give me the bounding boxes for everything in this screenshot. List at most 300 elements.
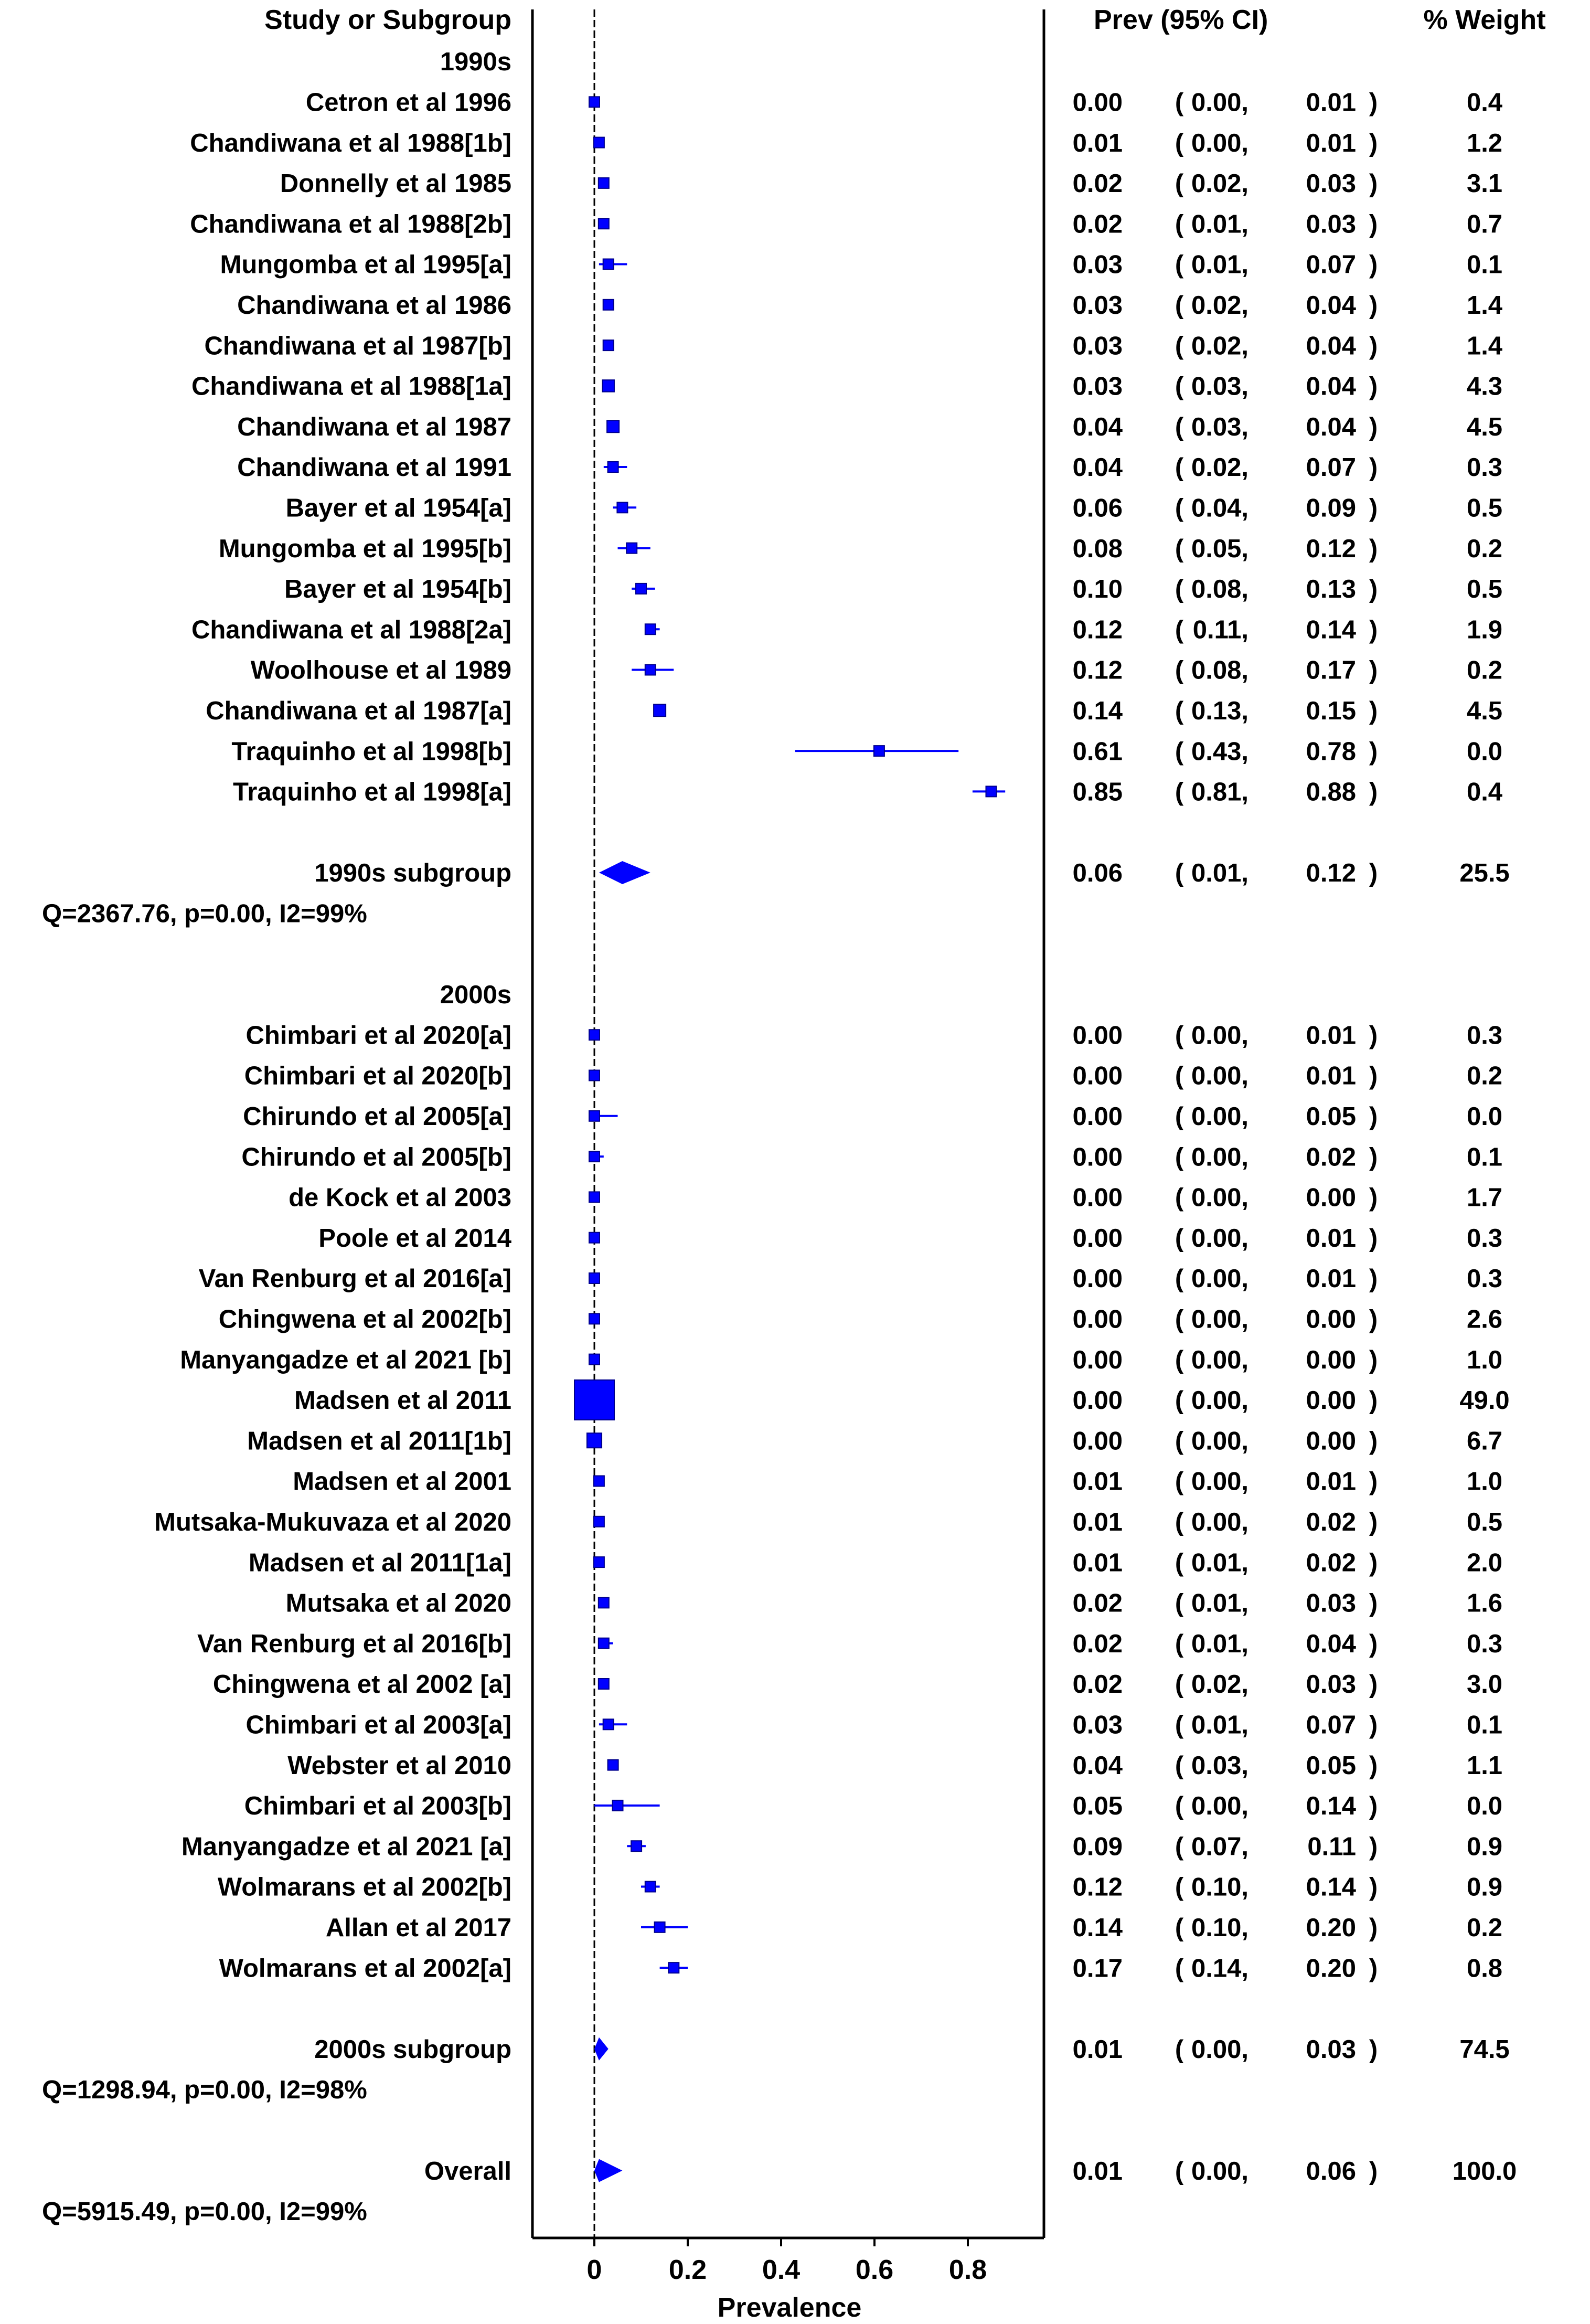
weight-value: 0.2 [1466, 534, 1503, 563]
weight-value: 0.9 [1466, 1832, 1503, 1861]
ci-open-paren: ( [1175, 2157, 1184, 2185]
study-label: Madsen et al 2011[1a] [248, 1548, 511, 1577]
prev-estimate: 0.61 [1072, 737, 1123, 766]
ci-open-paren: ( [1175, 1832, 1184, 1861]
ci-lower: 0.02, [1191, 332, 1248, 360]
ci-close-paren: ) [1369, 1751, 1378, 1780]
study-row [237, 413, 1502, 441]
ci-upper: 0.20 [1306, 1954, 1356, 1983]
weight-value: 1.2 [1466, 129, 1503, 157]
stat-row [42, 2198, 367, 2226]
ci-lower: 0.00, [1191, 1224, 1248, 1253]
prev-estimate: 0.01 [1072, 2157, 1123, 2185]
ci-upper: 0.07 [1306, 453, 1356, 482]
point-estimate-square [599, 1638, 609, 1649]
prev-estimate: 0.03 [1072, 1711, 1123, 1739]
prev-estimate: 0.06 [1072, 494, 1123, 523]
ci-open-paren: ( [1175, 616, 1184, 644]
ci-upper: 0.11 [1307, 1832, 1356, 1861]
x-tick-label: 0.2 [668, 2255, 707, 2285]
prev-estimate: 0.00 [1072, 1183, 1123, 1212]
ci-lower: 0.00, [1191, 2035, 1248, 2064]
prev-estimate: 0.02 [1072, 210, 1123, 239]
weight-value: 2.0 [1466, 1548, 1503, 1577]
prev-estimate: 0.02 [1072, 1670, 1123, 1699]
study-row [289, 1184, 1502, 1212]
ci-close-paren: ) [1369, 372, 1378, 401]
ci-upper: 0.02 [1306, 1143, 1356, 1172]
ci-open-paren: ( [1175, 129, 1184, 157]
study-row [293, 1468, 1502, 1496]
study-label: Mutsaka-Mukuvaza et al 2020 [154, 1508, 511, 1536]
study-label: Chandiwana et al 1988[2b] [190, 210, 511, 239]
study-label: Mutsaka et al 2020 [285, 1589, 511, 1618]
header-percent-weight: % Weight [1423, 5, 1546, 35]
study-row [247, 1427, 1502, 1455]
ci-lower: 0.02, [1191, 169, 1248, 198]
weight-value: 0.0 [1466, 1102, 1503, 1131]
point-estimate-square [986, 786, 997, 797]
ci-upper: 0.01 [1306, 1021, 1356, 1050]
weight-value: 4.5 [1466, 696, 1503, 725]
prev-estimate: 0.00 [1072, 1386, 1123, 1415]
point-estimate-square [599, 1679, 609, 1689]
pooled-diamond [594, 2159, 622, 2182]
ci-upper: 0.04 [1306, 412, 1356, 441]
study-row [246, 1021, 1502, 1049]
point-estimate-square [589, 97, 600, 107]
weight-value: 0.3 [1466, 453, 1503, 482]
point-estimate-square [599, 1597, 609, 1608]
ci-upper: 0.00 [1306, 1183, 1356, 1212]
weight-value: 3.1 [1466, 169, 1503, 198]
ci-upper: 0.04 [1306, 1629, 1356, 1658]
prev-estimate: 0.02 [1072, 169, 1123, 198]
weight-value: 0.3 [1466, 1021, 1503, 1050]
study-label: Chimbari et al 2003[b] [244, 1792, 511, 1821]
ci-open-paren: ( [1175, 575, 1184, 604]
study-row [294, 1380, 1510, 1420]
ci-open-paren: ( [1175, 2035, 1184, 2064]
ci-upper: 0.03 [1306, 1670, 1356, 1699]
prev-estimate: 0.00 [1072, 1021, 1123, 1050]
ci-open-paren: ( [1175, 210, 1184, 239]
ci-close-paren: ) [1369, 1508, 1378, 1536]
ci-close-paren: ) [1369, 453, 1378, 482]
weight-value: 0.3 [1466, 1224, 1503, 1253]
ci-close-paren: ) [1369, 291, 1378, 320]
ci-lower: 0.02, [1191, 1670, 1248, 1699]
ci-upper: 0.03 [1306, 169, 1356, 198]
ci-close-paren: ) [1369, 737, 1378, 766]
ci-open-paren: ( [1175, 1143, 1184, 1172]
group-row [440, 981, 511, 1009]
ci-open-paren: ( [1175, 1508, 1184, 1536]
ci-close-paren: ) [1369, 1629, 1378, 1658]
weight-value: 74.5 [1459, 2035, 1510, 2064]
ci-close-paren: ) [1369, 210, 1378, 239]
ci-upper: 0.01 [1306, 1467, 1356, 1496]
weight-value: 0.2 [1466, 1062, 1503, 1090]
weight-value: 0.1 [1466, 1711, 1503, 1739]
weight-value: 0.5 [1466, 575, 1503, 604]
ci-lower: 0.00, [1191, 1183, 1248, 1212]
ci-close-paren: ) [1369, 1913, 1378, 1942]
point-estimate-square [594, 1557, 604, 1567]
ci-lower: 0.04, [1191, 494, 1248, 523]
ci-lower: 0.05, [1191, 534, 1248, 563]
ci-open-paren: ( [1175, 1224, 1184, 1253]
point-estimate-square [654, 704, 666, 716]
ci-open-paren: ( [1175, 1265, 1184, 1293]
ci-lower: 0.00, [1191, 1427, 1248, 1456]
ci-lower: 0.00, [1191, 1265, 1248, 1293]
weight-value: 0.2 [1466, 1913, 1503, 1942]
prev-estimate: 0.06 [1072, 859, 1123, 888]
weight-value: 0.4 [1466, 778, 1503, 806]
stat-row [42, 2076, 367, 2104]
ci-close-paren: ) [1369, 1954, 1378, 1983]
study-label: Wolmarans et al 2002[a] [219, 1954, 511, 1983]
point-estimate-square [594, 1476, 604, 1487]
ci-upper: 0.20 [1306, 1913, 1356, 1942]
prev-estimate: 0.03 [1072, 291, 1123, 320]
weight-value: 1.1 [1466, 1751, 1503, 1780]
study-label: Chandiwana et al 1987[b] [204, 332, 511, 360]
ci-close-paren: ) [1369, 412, 1378, 441]
ci-close-paren: ) [1369, 575, 1378, 604]
ci-close-paren: ) [1369, 1548, 1378, 1577]
point-estimate-square [603, 340, 614, 351]
point-estimate-square [589, 1192, 600, 1202]
study-row [191, 616, 1502, 644]
ci-upper: 0.01 [1306, 1224, 1356, 1253]
point-estimate-square [602, 380, 614, 392]
ci-close-paren: ) [1369, 534, 1378, 563]
prev-estimate: 0.00 [1072, 1143, 1123, 1172]
point-estimate-square [617, 502, 627, 513]
study-row [241, 1143, 1502, 1171]
weight-value: 0.1 [1466, 250, 1503, 279]
study-label: Poole et al 2014 [318, 1224, 511, 1253]
study-row [154, 1508, 1502, 1536]
ci-open-paren: ( [1175, 1427, 1184, 1456]
prev-estimate: 0.00 [1072, 88, 1123, 117]
weight-value: 0.8 [1466, 1954, 1503, 1983]
weight-value: 0.3 [1466, 1265, 1503, 1293]
weight-value: 1.9 [1466, 616, 1503, 644]
ci-open-paren: ( [1175, 250, 1184, 279]
study-label: Chingwena et al 2002 [a] [212, 1670, 511, 1699]
weight-value: 1.0 [1466, 1467, 1503, 1496]
study-row [237, 291, 1502, 320]
group-row [440, 48, 511, 76]
ci-upper: 0.12 [1306, 534, 1356, 563]
ci-lower: 0.00, [1191, 1386, 1248, 1415]
prev-estimate: 0.14 [1072, 1913, 1123, 1942]
point-estimate-square [626, 543, 637, 554]
study-row [233, 778, 1502, 806]
weight-value: 4.3 [1466, 372, 1503, 401]
forest-rows [42, 48, 1517, 2226]
stat-row [42, 899, 367, 928]
ci-upper: 0.01 [1306, 1265, 1356, 1293]
ci-lower: 0.10, [1191, 1913, 1248, 1942]
study-row [231, 737, 1502, 766]
ci-upper: 0.04 [1306, 372, 1356, 401]
ci-close-paren: ) [1369, 1832, 1378, 1861]
point-estimate-square [599, 218, 609, 229]
point-estimate-square [655, 1922, 665, 1933]
prev-estimate: 0.08 [1072, 534, 1123, 563]
header-study-or-subgroup: Study or Subgroup [264, 5, 511, 35]
point-estimate-square [589, 1233, 600, 1243]
ci-close-paren: ) [1369, 1265, 1378, 1293]
prev-estimate: 0.14 [1072, 696, 1123, 725]
study-label: Chandiwana et al 1991 [237, 453, 511, 482]
study-label: Bayer et al 1954[a] [285, 494, 511, 523]
weight-value: 0.3 [1466, 1629, 1503, 1658]
ci-open-paren: ( [1175, 859, 1184, 888]
group-label: 2000s [440, 981, 511, 1010]
ci-upper: 0.17 [1306, 656, 1356, 685]
ci-open-paren: ( [1175, 372, 1184, 401]
weight-value: 25.5 [1459, 859, 1510, 888]
ci-open-paren: ( [1175, 1548, 1184, 1577]
ci-upper: 0.15 [1306, 696, 1356, 725]
weight-value: 1.6 [1466, 1589, 1503, 1618]
ci-upper: 0.12 [1306, 859, 1356, 888]
prev-estimate: 0.12 [1072, 656, 1123, 685]
prev-estimate: 0.00 [1072, 1345, 1123, 1374]
point-estimate-square [874, 746, 884, 756]
point-estimate-square [645, 624, 656, 634]
ci-open-paren: ( [1175, 737, 1184, 766]
ci-lower: 0.01, [1191, 250, 1248, 279]
study-row [182, 1832, 1502, 1861]
ci-close-paren: ) [1369, 656, 1378, 685]
prev-estimate: 0.02 [1072, 1629, 1123, 1658]
ci-lower: 0.00, [1191, 88, 1248, 117]
ci-close-paren: ) [1369, 1183, 1378, 1212]
header-prev-ci: Prev (95% CI) [1094, 5, 1268, 35]
ci-close-paren: ) [1369, 778, 1378, 806]
ci-lower: 0.00, [1191, 129, 1248, 157]
study-row [280, 169, 1502, 198]
ci-lower: 0.03, [1191, 412, 1248, 441]
prev-estimate: 0.04 [1072, 412, 1123, 441]
ci-lower: 0.01, [1191, 1548, 1248, 1577]
ci-upper: 0.14 [1306, 1873, 1356, 1902]
point-estimate-square [645, 1882, 656, 1892]
pooled-row [314, 2035, 1509, 2064]
study-label: Bayer et al 1954[b] [284, 575, 511, 604]
ci-open-paren: ( [1175, 169, 1184, 198]
ci-lower: 0.00, [1191, 1102, 1248, 1131]
weight-value: 0.9 [1466, 1873, 1503, 1902]
study-label: Van Renburg et al 2016[a] [198, 1265, 511, 1293]
prev-estimate: 0.01 [1072, 129, 1123, 157]
ci-open-paren: ( [1175, 656, 1184, 685]
ci-close-paren: ) [1369, 1467, 1378, 1496]
ci-close-paren: ) [1369, 1102, 1378, 1131]
ci-lower: 0.13, [1191, 696, 1248, 725]
study-row [180, 1346, 1502, 1374]
ci-lower: 0.01, [1191, 1629, 1248, 1658]
study-row [205, 332, 1503, 360]
ci-close-paren: ) [1369, 250, 1378, 279]
ci-lower: 0.00, [1191, 1021, 1248, 1050]
weight-value: 0.5 [1466, 494, 1503, 523]
point-estimate-square [574, 1380, 614, 1420]
prev-estimate: 0.00 [1072, 1265, 1123, 1293]
prev-estimate: 0.00 [1072, 1102, 1123, 1131]
point-estimate-square [599, 178, 609, 188]
study-row [218, 1873, 1502, 1902]
ci-open-paren: ( [1175, 696, 1184, 725]
column-headers [264, 5, 1545, 35]
weight-value: 0.5 [1466, 1508, 1503, 1536]
point-estimate-square [631, 1841, 642, 1851]
prev-estimate: 0.00 [1072, 1062, 1123, 1090]
ci-upper: 0.06 [1306, 2157, 1356, 2185]
study-row [219, 1954, 1502, 1982]
ci-upper: 0.05 [1306, 1102, 1356, 1131]
ci-close-paren: ) [1369, 1305, 1378, 1334]
weight-value: 49.0 [1459, 1386, 1510, 1415]
ci-upper: 0.02 [1306, 1508, 1356, 1536]
pooled-row [424, 2157, 1517, 2185]
study-label: Mungomba et al 1995[b] [218, 534, 511, 563]
pooled-diamond [599, 861, 650, 884]
point-estimate-square [603, 300, 614, 310]
point-estimate-square [589, 1313, 600, 1324]
study-label: Chandiwana et al 1988[1b] [190, 129, 511, 157]
weight-value: 0.1 [1466, 1143, 1503, 1172]
ci-upper: 0.01 [1306, 1062, 1356, 1090]
study-label: Chimbari et al 2003[a] [246, 1711, 511, 1739]
ci-open-paren: ( [1175, 1954, 1184, 1983]
prev-estimate: 0.03 [1072, 250, 1123, 279]
weight-value: 3.0 [1466, 1670, 1503, 1699]
weight-value: 0.4 [1466, 88, 1503, 117]
study-label: Traquinho et al 1998[b] [231, 737, 511, 766]
ci-upper: 0.14 [1306, 1792, 1356, 1821]
ci-open-paren: ( [1175, 1467, 1184, 1496]
heterogeneity-stat: Q=5915.49, p=0.00, I2=99% [42, 2198, 367, 2226]
prev-estimate: 0.12 [1072, 1873, 1123, 1902]
ci-lower: 0.01, [1191, 210, 1248, 239]
study-label: Van Renburg et al 2016[b] [197, 1629, 511, 1658]
ci-lower: 0.43, [1191, 737, 1248, 766]
study-label: Chingwena et al 2002[b] [218, 1305, 511, 1334]
ci-open-paren: ( [1175, 1751, 1184, 1780]
study-row [284, 575, 1502, 603]
ci-close-paren: ) [1369, 129, 1378, 157]
ci-close-paren: ) [1369, 1224, 1378, 1253]
study-row [251, 656, 1502, 685]
ci-lower: 0.02, [1191, 291, 1248, 320]
ci-lower: 0.01, [1191, 1589, 1248, 1618]
study-row [244, 1792, 1502, 1820]
prev-estimate: 0.10 [1072, 575, 1123, 604]
ci-open-paren: ( [1175, 1670, 1184, 1699]
study-label: Traquinho et al 1998[a] [233, 778, 511, 806]
ci-open-paren: ( [1175, 494, 1184, 523]
ci-upper: 0.02 [1306, 1548, 1356, 1577]
study-row [287, 1752, 1502, 1780]
ci-lower: 0.00, [1191, 1305, 1248, 1334]
ci-upper: 0.05 [1306, 1751, 1356, 1780]
ci-upper: 0.03 [1306, 2035, 1356, 2064]
study-label: Madsen et al 2011[1b] [247, 1427, 511, 1456]
study-label: Donnelly et al 1985 [280, 169, 511, 198]
study-label: Madsen et al 2001 [293, 1467, 511, 1496]
study-row [244, 1062, 1502, 1090]
ci-open-paren: ( [1175, 1711, 1184, 1739]
ci-lower: 0.01, [1191, 1711, 1248, 1739]
ci-close-paren: ) [1369, 1386, 1378, 1415]
point-estimate-square [589, 1354, 600, 1365]
ci-open-paren: ( [1175, 1913, 1184, 1942]
prev-estimate: 0.01 [1072, 1548, 1123, 1577]
heterogeneity-stat: Q=1298.94, p=0.00, I2=98% [42, 2076, 367, 2105]
study-label: Chimbari et al 2020[a] [246, 1021, 511, 1050]
ci-open-paren: ( [1175, 1021, 1184, 1050]
prev-estimate: 0.05 [1072, 1792, 1123, 1821]
point-estimate-square [668, 1962, 679, 1973]
ci-upper: 0.03 [1306, 210, 1356, 239]
study-row [286, 1589, 1502, 1618]
ci-upper: 0.01 [1306, 129, 1356, 157]
study-row [206, 697, 1502, 725]
study-label: Madsen et al 2011 [294, 1386, 511, 1415]
x-tick-label: 0 [586, 2255, 602, 2285]
ci-upper: 0.01 [1306, 88, 1356, 117]
ci-lower: 0.10, [1191, 1873, 1248, 1902]
pooled-diamond [594, 2038, 609, 2061]
ci-close-paren: ) [1369, 1873, 1378, 1902]
study-row [190, 129, 1502, 157]
point-estimate-square [603, 1719, 614, 1729]
ci-close-paren: ) [1369, 1589, 1378, 1618]
ci-open-paren: ( [1175, 1102, 1184, 1131]
ci-lower: 0.81, [1191, 778, 1248, 806]
study-row [246, 1711, 1502, 1739]
study-label: Chandiwana et al 1986 [237, 291, 511, 320]
weight-value: 6.7 [1466, 1427, 1503, 1456]
study-label: de Kock et al 2003 [289, 1183, 511, 1212]
ci-lower: 0.07, [1191, 1832, 1248, 1861]
study-label: Chandiwana et al 1987[a] [206, 696, 511, 725]
ci-upper: 0.00 [1306, 1305, 1356, 1334]
ci-lower: 0.00, [1191, 1467, 1248, 1496]
prev-estimate: 0.00 [1072, 1224, 1123, 1253]
study-row [237, 453, 1502, 482]
group-label: 1990s [440, 48, 511, 77]
point-estimate-square [608, 462, 618, 472]
ci-upper: 0.09 [1306, 494, 1356, 523]
study-label: Chandiwana et al 1987 [237, 412, 511, 441]
prev-estimate: 0.03 [1072, 332, 1123, 360]
weight-value: 0.0 [1466, 737, 1503, 766]
point-estimate-square [589, 1030, 600, 1040]
ci-lower: 0.03, [1191, 372, 1248, 401]
prev-estimate: 0.01 [1072, 1508, 1123, 1536]
x-axis-label: Prevalence [717, 2293, 862, 2323]
ci-open-paren: ( [1175, 1345, 1184, 1374]
pooled-label: 1990s subgroup [314, 859, 511, 888]
